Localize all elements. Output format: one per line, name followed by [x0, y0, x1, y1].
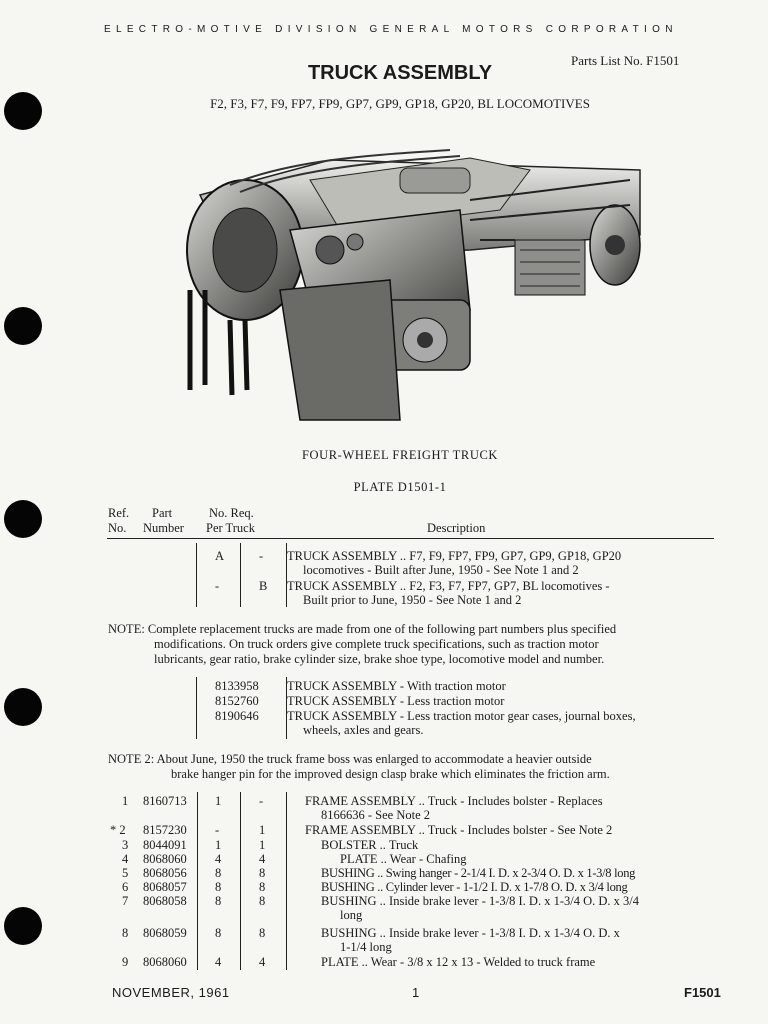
- req-a: A: [215, 549, 225, 563]
- req-b: 8: [259, 866, 266, 880]
- description-line: Built prior to June, 1950 - See Note 1 and 2: [303, 593, 522, 607]
- description-line: BUSHING .. Swing hanger - 2-1/4 I. D. x 2-3/4 O. D. x 1-3/8 long: [321, 866, 636, 880]
- description-line: TRUCK ASSEMBLY .. F7, F9, FP7, FP9, GP7, GP9, GP18, GP20: [287, 549, 622, 563]
- parts-list-number: Parts List No. F1501: [571, 53, 680, 68]
- req-a: 8: [215, 894, 222, 908]
- req-b: 8: [259, 880, 266, 894]
- description-line: FRAME ASSEMBLY .. Truck - Includes bolster - Replaces: [305, 794, 603, 808]
- col-divider: [196, 543, 197, 607]
- note-line: NOTE 2: About June, 1950 the truck frame boss was enlarged to accommodate a heavier outside: [108, 752, 592, 766]
- part-number: 8068057: [143, 880, 187, 894]
- col-part-2: Number: [143, 521, 184, 535]
- ref-number: 7: [122, 894, 129, 908]
- page-number: 1: [412, 985, 420, 1000]
- part-number: 8190646: [215, 709, 259, 723]
- col-divider: [196, 677, 197, 739]
- part-number: 8160713: [143, 794, 187, 808]
- req-b: -: [259, 549, 264, 563]
- col-divider: [197, 792, 198, 970]
- col-ref-2: No.: [108, 521, 127, 535]
- col-part-1: Part: [152, 506, 173, 520]
- ref-number: 6: [122, 880, 129, 894]
- description-line: PLATE .. Wear - Chafing: [340, 852, 467, 866]
- ref-number: 4: [122, 852, 129, 866]
- req-b: 4: [259, 955, 266, 969]
- note-line: modifications. On truck orders give complete truck specifications, such as traction motor: [154, 637, 599, 651]
- req-a: 8: [215, 926, 222, 940]
- ref-number: 9: [122, 955, 129, 969]
- part-number: 8044091: [143, 838, 187, 852]
- description-line: PLATE .. Wear - 3/8 x 12 x 13 - Welded to truck frame: [321, 955, 596, 969]
- binder-hole: [4, 307, 42, 345]
- description-line: wheels, axles and gears.: [303, 723, 424, 737]
- col-divider: [240, 543, 241, 607]
- part-number: 8068058: [143, 894, 187, 908]
- ref-number: 5: [122, 866, 129, 880]
- part-number: 8133958: [215, 679, 259, 693]
- description-line: BUSHING .. Inside brake lever - 1-3/8 I. D. x 1-3/4 O. D. x 3/4: [321, 894, 639, 908]
- col-req-1: No. Req.: [209, 506, 254, 520]
- description-line: long: [340, 908, 363, 922]
- description-line: BOLSTER .. Truck: [321, 838, 419, 852]
- note-line: brake hanger pin for the improved design clasp brake which eliminates the friction arm.: [171, 767, 610, 781]
- page-title: TRUCK ASSEMBLY: [307, 62, 493, 84]
- description-line: BUSHING .. Inside brake lever - 1-3/8 I. D. x 1-3/4 O. D. x: [321, 926, 620, 940]
- note-line: lubricants, gear ratio, brake cylinder size, brake shoe type, locomotive model and number.: [154, 652, 605, 666]
- description-line: 8166636 - See Note 2: [321, 808, 431, 822]
- col-req-2: Per Truck: [206, 521, 255, 535]
- req-b: -: [259, 794, 264, 808]
- part-number: 8068060: [143, 852, 187, 866]
- ref-number: 8: [122, 926, 129, 940]
- description-line: TRUCK ASSEMBLY .. F2, F3, F7, FP7, GP7, BL locomotives -: [287, 579, 610, 593]
- ref-number: * 2: [110, 823, 126, 837]
- col-description: Description: [427, 521, 486, 535]
- req-a: -: [215, 579, 220, 593]
- col-divider: [286, 792, 287, 970]
- part-number: 8068060: [143, 955, 187, 969]
- req-a: 4: [215, 852, 222, 866]
- note-line: NOTE: Complete replacement trucks are made from one of the following part numbers plus specified: [108, 622, 617, 636]
- req-a: 8: [215, 866, 222, 880]
- col-divider: [240, 792, 241, 970]
- binder-hole: [4, 500, 42, 538]
- plate-number: PLATE D1501-1: [353, 480, 447, 494]
- description-line: locomotives - Built after June, 1950 - See Note 1 and 2: [303, 563, 579, 577]
- description-line: TRUCK ASSEMBLY - Less traction motor gear cases, journal boxes,: [287, 709, 636, 723]
- req-a: 1: [215, 794, 222, 808]
- description-line: TRUCK ASSEMBLY - With traction motor: [287, 679, 506, 693]
- req-a: 8: [215, 880, 222, 894]
- footer-date: NOVEMBER, 1961: [112, 985, 230, 1000]
- part-number: 8068056: [143, 866, 187, 880]
- req-a: -: [215, 823, 220, 837]
- footer-code: F1501: [684, 985, 721, 1000]
- col-ref-1: Ref.: [108, 506, 130, 520]
- req-b: 1: [259, 823, 266, 837]
- figure-caption: FOUR-WHEEL FREIGHT TRUCK: [301, 448, 499, 462]
- req-b: B: [259, 579, 268, 593]
- description-line: 1-1/4 long: [340, 940, 392, 954]
- req-a: 1: [215, 838, 222, 852]
- page-subtitle: F2, F3, F7, F9, FP7, FP9, GP7, GP9, GP18, GP20, BL LOCOMOTIVES: [210, 96, 590, 111]
- division-header: ELECTRO-MOTIVE DIVISION GENERAL MOTORS CORPORATION: [104, 24, 678, 35]
- binder-hole: [4, 907, 42, 945]
- ref-number: 3: [122, 838, 129, 852]
- part-number: 8157230: [143, 823, 187, 837]
- req-a: 4: [215, 955, 222, 969]
- part-number: 8152760: [215, 694, 259, 708]
- part-number: 8068059: [143, 926, 187, 940]
- description-line: TRUCK ASSEMBLY - Less traction motor: [287, 694, 505, 708]
- req-b: 8: [259, 926, 266, 940]
- ref-number: 1: [122, 794, 129, 808]
- description-line: BUSHING .. Cylinder lever - 1-1/2 I. D. x 1-7/8 O. D. x 3/4 long: [321, 880, 628, 894]
- truck-photo: [170, 140, 650, 435]
- header-rule: [107, 538, 714, 539]
- req-b: 8: [259, 894, 266, 908]
- req-b: 4: [259, 852, 266, 866]
- description-line: FRAME ASSEMBLY .. Truck - Includes bolster - See Note 2: [305, 823, 613, 837]
- binder-hole: [4, 688, 42, 726]
- req-b: 1: [259, 838, 266, 852]
